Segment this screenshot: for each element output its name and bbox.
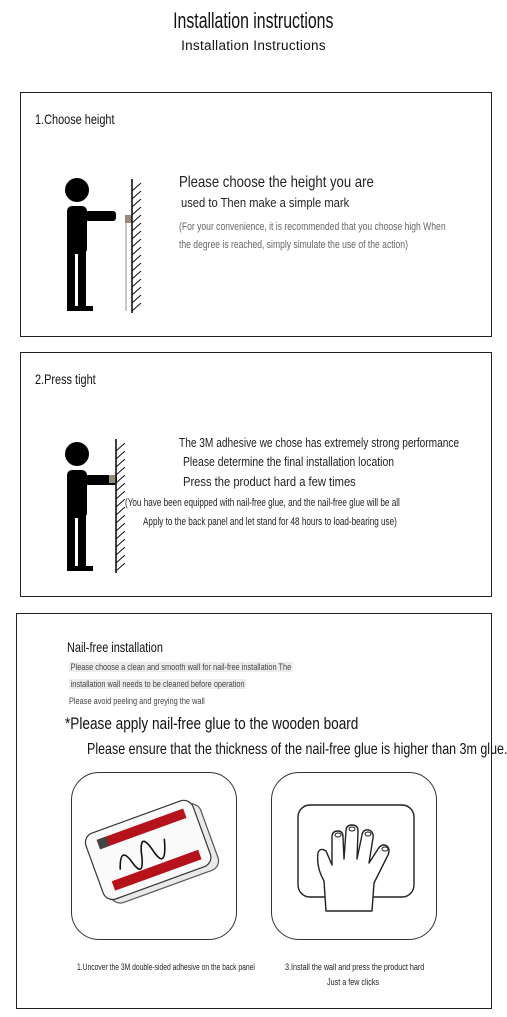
step1-line1: Please choose the height you are xyxy=(179,174,374,191)
adhesive-card xyxy=(71,772,237,940)
step2-line1: The 3M adhesive we chose has extremely strong performance xyxy=(179,435,460,450)
step2-note1: (You have been equipped with nail-free glue, and the nail-free glue will be all xyxy=(125,497,400,509)
press-card xyxy=(271,772,437,940)
caption-left: 1.Uncover the 3M double-sided adhesive on the back panel xyxy=(77,962,255,972)
step3-title: Nail-free installation xyxy=(67,639,163,655)
step1-note1: (For your convenience, it is recommended that you choose high When xyxy=(179,221,446,233)
step1-panel xyxy=(20,92,492,337)
step3-tip3: Please avoid peeling and greying the wall xyxy=(69,696,205,706)
caption-right-2: Just a few clicks xyxy=(327,977,380,987)
step1-title: 1.Choose height xyxy=(35,111,115,127)
wall-hatch-icon xyxy=(119,179,149,315)
step3-tip2: installation wall needs to be cleaned before operation xyxy=(70,679,245,689)
hand-press-icon xyxy=(286,791,426,923)
step2-line2: Please determine the final installation location xyxy=(183,454,395,469)
step2-line3: Press the product hard a few times xyxy=(183,474,356,489)
step3-heading2: Please ensure that the thickness of the nail-free glue is higher than 3m glue. xyxy=(87,741,507,758)
step2-note2: Apply to the back panel and let stand for 48 hours to load-bearing use) xyxy=(143,516,397,528)
caption-right-1: 3.Install the wall and press the product hard xyxy=(285,962,425,972)
step3-panel xyxy=(16,613,507,1009)
step2-title: 2.Press tight xyxy=(35,371,96,387)
step1-note2: the degree is reached, simply simulate the use of the action) xyxy=(179,239,408,251)
step3-tip1: Please choose a clean and smooth wall for nail-free installation The xyxy=(70,662,292,672)
step1-line2: used to Then make a simple mark xyxy=(181,195,350,210)
step2-panel xyxy=(20,352,492,597)
step3-heading1: *Please apply nail-free glue to the wooden board xyxy=(65,714,359,733)
page-title: Installation instructions xyxy=(173,8,334,33)
page-subtitle: Installation Instructions xyxy=(181,38,326,53)
mounting-panel-icon xyxy=(80,787,230,927)
